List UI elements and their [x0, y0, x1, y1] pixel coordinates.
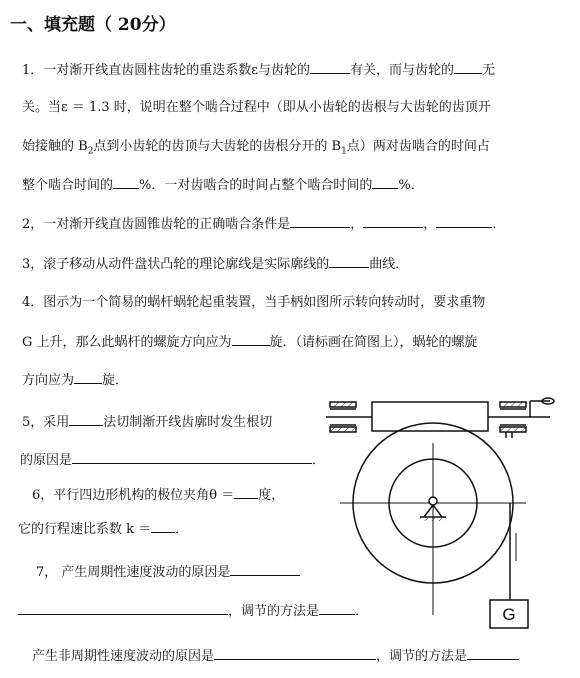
q6-blank-1[interactable] — [234, 487, 258, 499]
right-bearing — [500, 402, 526, 438]
q7-blank-2[interactable] — [18, 603, 228, 615]
q1-text-4a: 整个啮合时间的 — [22, 178, 114, 193]
q7-blank-1[interactable] — [230, 564, 300, 576]
q1-text-3b: 点到小齿轮的齿顶与大齿轮的齿根分开的 B — [93, 139, 342, 154]
q2-blank-2[interactable] — [363, 216, 423, 228]
q5-text-1a: 5，采用 — [22, 415, 70, 430]
q1-sub-b1: 1 — [341, 146, 347, 157]
q6-text-2b: ． — [175, 522, 189, 537]
q1-text-3a: 始接触的 B — [22, 139, 88, 154]
q5-text-2b: ． — [312, 453, 326, 468]
q6-line-2 — [18, 521, 188, 538]
q1-line-3 — [22, 139, 490, 160]
q5-blank-1[interactable] — [69, 414, 103, 426]
q4-line-3 — [22, 372, 128, 389]
q7-text-2b: ． — [355, 604, 369, 619]
q6-line-1 — [32, 487, 284, 504]
q3-line — [22, 256, 408, 273]
q7-blank-5[interactable] — [467, 648, 519, 660]
q1-line-1 — [22, 62, 495, 79]
q7-line-2 — [18, 603, 368, 620]
q4-line-1: 4．图示为一个简易的蜗杆蜗轮起重装置，当手柄如图所示转向转动时，要求重物 — [22, 295, 486, 310]
weight-g-label: G — [502, 605, 516, 624]
worm-gear-hoist-diagram — [320, 385, 572, 633]
q7-text-3b: ，调节的方法是 — [376, 649, 468, 664]
q7-line-3 — [32, 648, 519, 665]
q4-text-3a: 方向应为 — [22, 373, 75, 388]
q6-text-1b: 度， — [258, 488, 285, 503]
q1-blank-3[interactable] — [113, 177, 139, 189]
q4-text-2b: 旋．（请标画在简图上），蜗轮的螺旋 — [269, 335, 478, 350]
q2-blank-1[interactable] — [290, 216, 350, 228]
q5-line-2 — [20, 452, 325, 469]
q1-sub-b2: 2 — [87, 146, 94, 157]
q1-text-4b: %．一对齿啮合的时间占整个啮合时间的 — [139, 178, 373, 193]
q2-sep-2: ， — [423, 217, 437, 232]
q5-line-1 — [22, 414, 272, 431]
q7-text-1: 7， 产生周期性速度波动的原因是 — [36, 565, 231, 580]
q3-end: 曲线． — [369, 257, 409, 272]
q3-text: 3，滚子移动从动件盘状凸轮的理论廓线是实际廓线的 — [22, 257, 330, 272]
q1-blank-2[interactable] — [454, 62, 482, 74]
q6-text-1a: 6，平行四边形机构的极位夹角θ ＝ — [32, 488, 235, 503]
q3-blank[interactable] — [329, 256, 369, 268]
q2-line — [22, 216, 505, 233]
q2-text: 2，一对渐开线直齿圆锥齿轮的正确啮合条件是 — [22, 217, 291, 232]
q1-text-1c: 无 — [482, 63, 496, 78]
q7-blank-4[interactable] — [214, 648, 376, 660]
q7-line-1 — [36, 564, 300, 581]
section-title: 一、填充题（ 20分） — [10, 15, 176, 35]
q1-text-1a: 1．一对渐开线直齿圆柱齿轮的重迭系数ε与齿轮的 — [22, 63, 311, 78]
q6-blank-2[interactable] — [151, 521, 175, 533]
worm — [372, 402, 488, 431]
q5-blank-2[interactable] — [72, 452, 312, 464]
q1-text-3c: 点）两对齿啮合的时间占 — [346, 139, 490, 154]
q1-line-4 — [22, 177, 424, 194]
q5-text-1b: 法切制渐开线齿廓时发生根切 — [103, 415, 273, 430]
q6-text-2a: 它的行程速比系数 k ＝ — [18, 522, 152, 537]
q2-end: ． — [492, 217, 506, 232]
q1-text-4c: %． — [398, 178, 424, 193]
q4-line-2 — [22, 334, 478, 351]
crank-handle — [530, 398, 554, 417]
q4-blank-2[interactable] — [74, 372, 102, 384]
q7-text-2a: ，调节的方法是 — [228, 604, 320, 619]
q2-blank-3[interactable] — [436, 216, 492, 228]
q5-text-2a: 的原因是 — [20, 453, 73, 468]
q4-text-3b: 旋． — [102, 373, 129, 388]
q2-sep-1: ， — [350, 217, 364, 232]
q4-blank-1[interactable] — [232, 334, 270, 346]
q1-blank-1[interactable] — [310, 62, 350, 74]
q1-blank-4[interactable] — [372, 177, 398, 189]
q1-line-2: 关。当ε ＝ 1.3 时，说明在整个啮合过程中（即从小齿轮的齿根与大齿轮的齿顶开 — [22, 100, 491, 115]
q1-text-1b: 有关，而与齿轮的 — [350, 63, 455, 78]
q7-text-3a: 产生非周期性速度波动的原因是 — [32, 649, 215, 664]
q4-text-2a: G 上升，那么此蜗杆的螺旋方向应为 — [22, 335, 232, 350]
